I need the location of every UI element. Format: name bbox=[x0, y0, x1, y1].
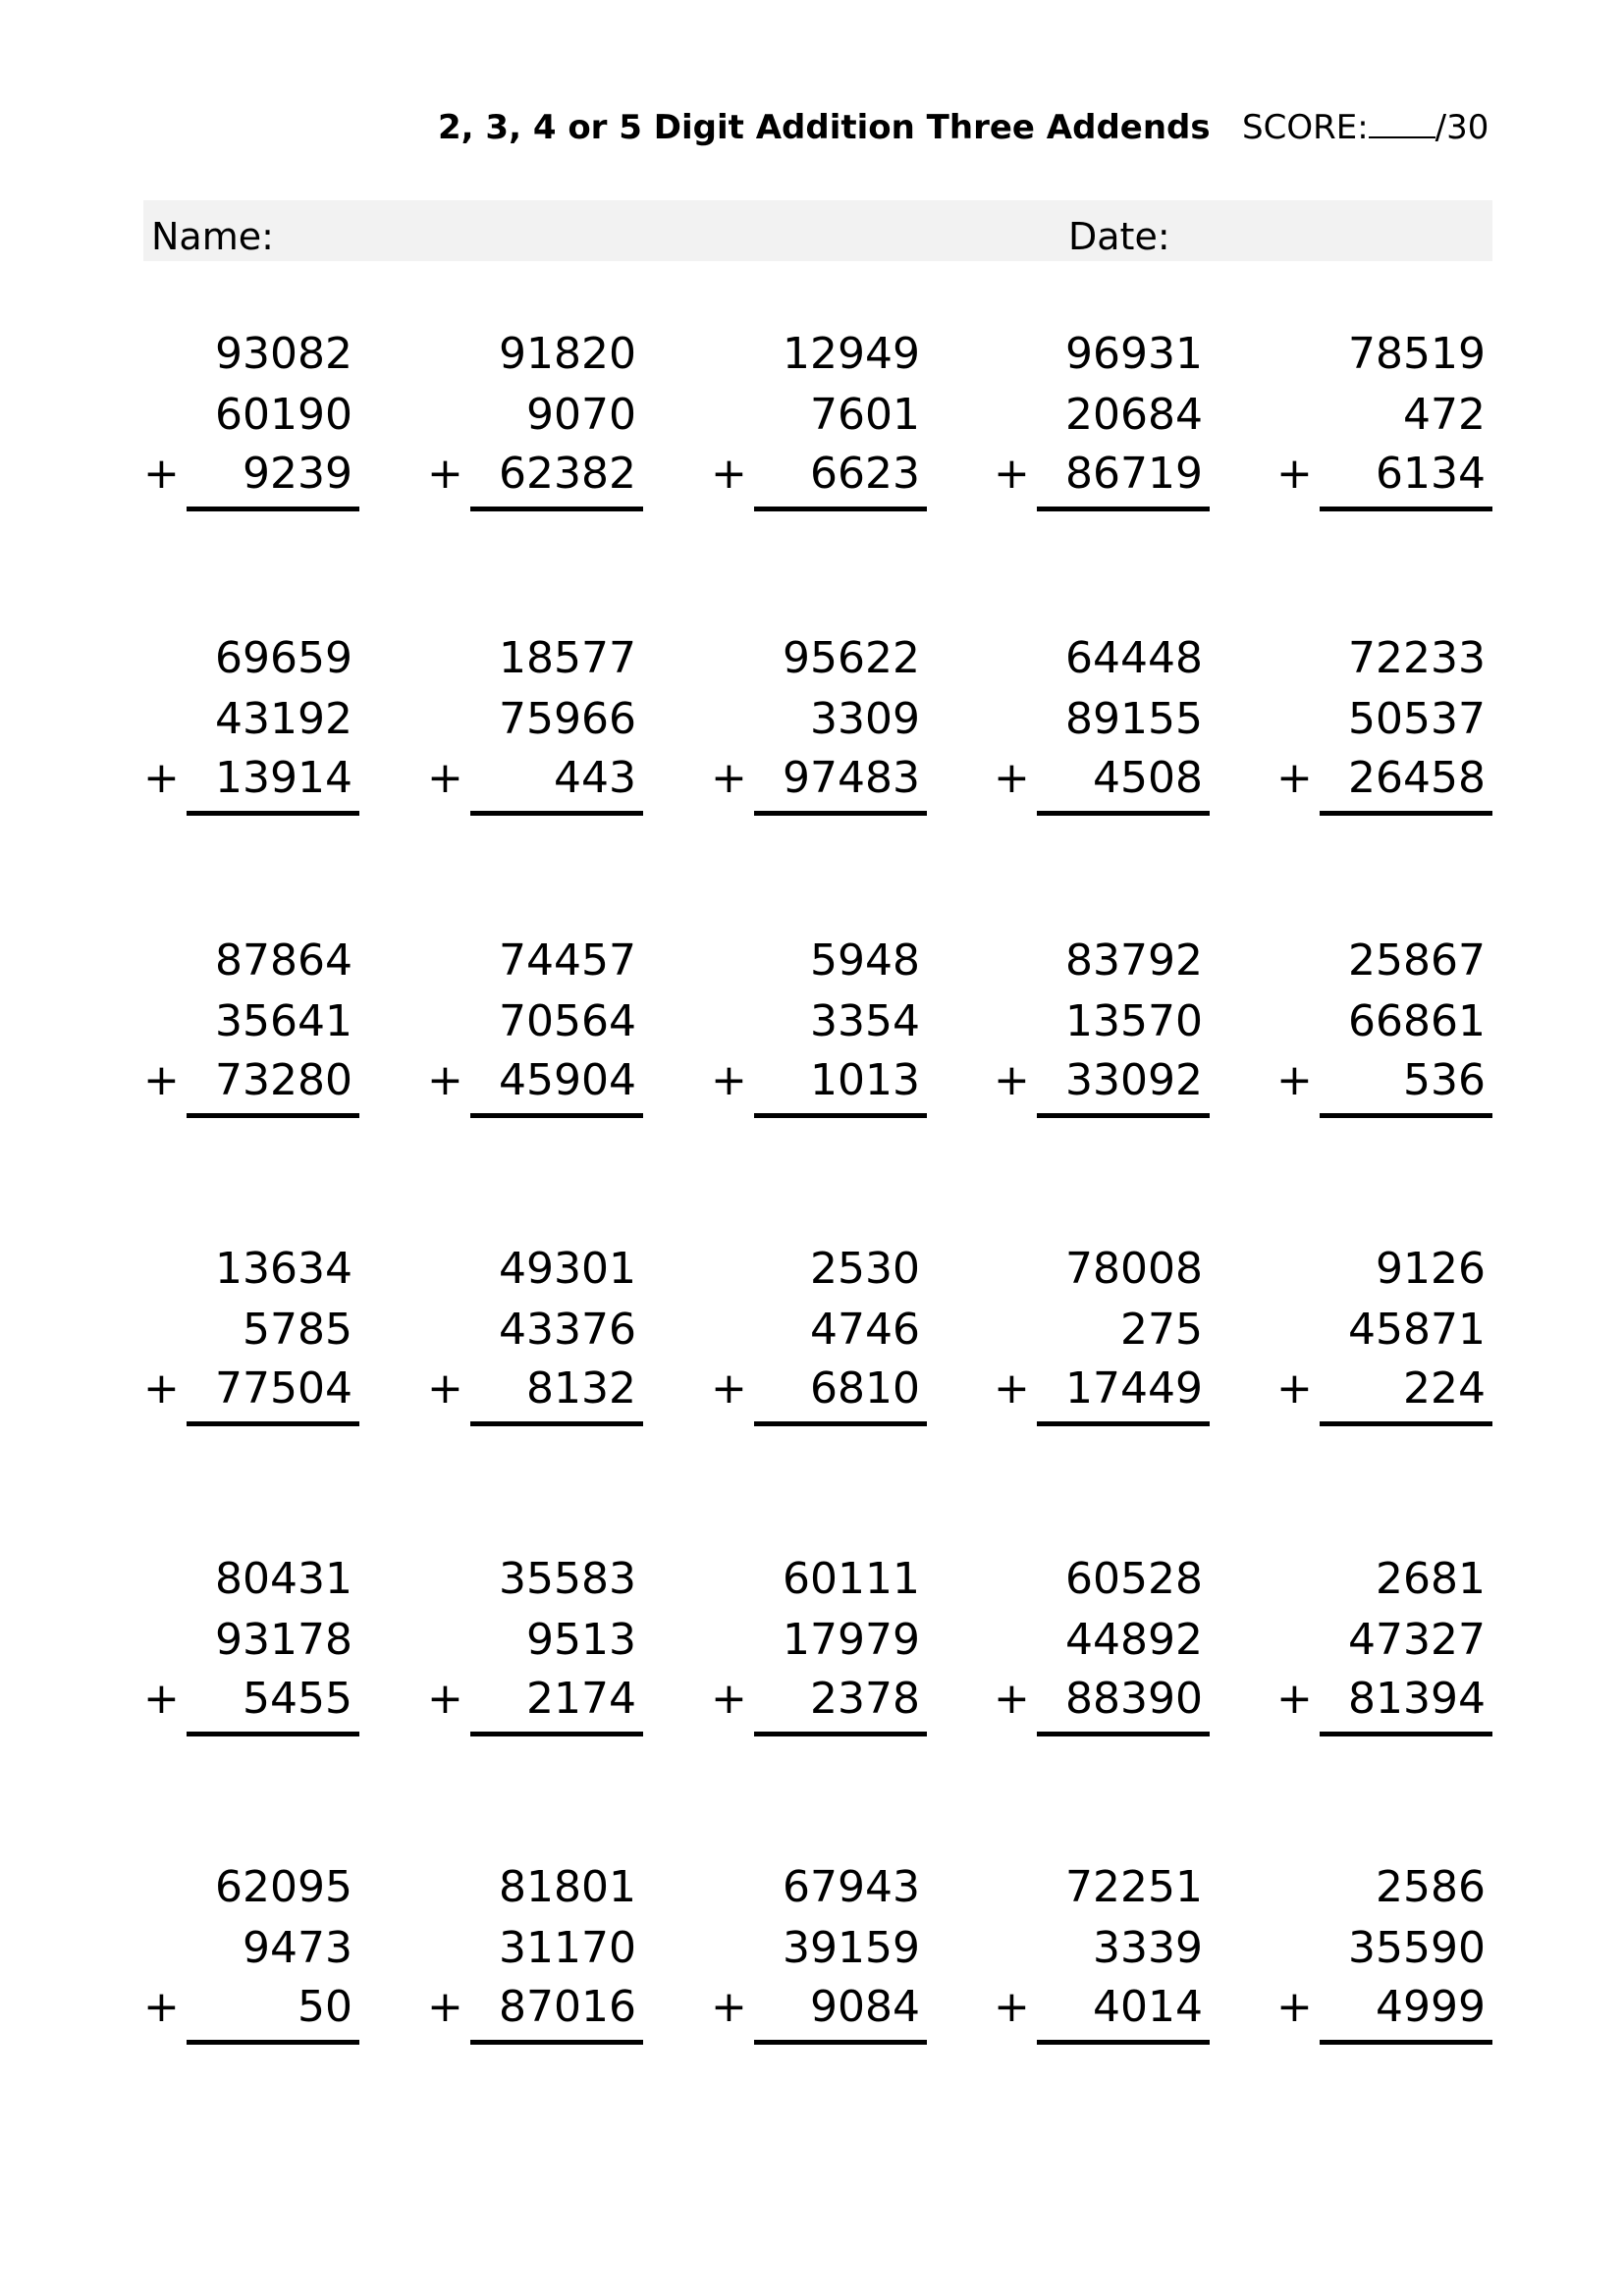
addition-problem bbox=[711, 324, 927, 520]
plus-sign: + bbox=[711, 1674, 747, 1724]
addend-1: 74457 bbox=[499, 935, 636, 986]
addend-1: 25867 bbox=[1348, 935, 1486, 986]
answer-line[interactable] bbox=[1320, 1421, 1492, 1426]
worksheet-title: 2, 3, 4 or 5 Digit Addition Three Addends bbox=[438, 108, 1211, 147]
addend-1: 81801 bbox=[499, 1862, 636, 1912]
plus-sign: + bbox=[1276, 1982, 1313, 2032]
addend-3: 4999 bbox=[1376, 1982, 1486, 2032]
answer-line[interactable] bbox=[187, 811, 359, 816]
plus-sign: + bbox=[994, 449, 1030, 499]
addend-2: 70564 bbox=[499, 996, 636, 1046]
plus-sign: + bbox=[143, 1363, 180, 1414]
addend-3: 81394 bbox=[1348, 1674, 1486, 1724]
addend-3: 87016 bbox=[499, 1982, 636, 2032]
addition-problem bbox=[1276, 931, 1492, 1127]
addend-1: 91820 bbox=[499, 329, 636, 379]
addition-problem bbox=[711, 628, 927, 825]
addend-1: 2530 bbox=[810, 1244, 920, 1294]
addition-problem bbox=[994, 931, 1210, 1127]
addition-problem bbox=[427, 1239, 643, 1435]
addend-3: 4014 bbox=[1093, 1982, 1203, 2032]
addition-problem bbox=[427, 628, 643, 825]
addend-1: 9126 bbox=[1376, 1244, 1486, 1294]
answer-line[interactable] bbox=[1037, 1421, 1210, 1426]
answer-line[interactable] bbox=[754, 1421, 927, 1426]
addition-problem bbox=[427, 1857, 643, 2054]
answer-line[interactable] bbox=[1320, 1113, 1492, 1118]
addend-1: 35583 bbox=[499, 1554, 636, 1604]
addition-problem bbox=[143, 1857, 359, 2054]
addition-problem bbox=[1276, 1549, 1492, 1745]
addend-3: 1013 bbox=[810, 1055, 920, 1105]
plus-sign: + bbox=[143, 449, 180, 499]
addend-3: 224 bbox=[1403, 1363, 1486, 1414]
answer-line[interactable] bbox=[470, 1732, 643, 1736]
addend-2: 17979 bbox=[783, 1615, 920, 1665]
addend-2: 275 bbox=[1120, 1305, 1203, 1355]
answer-line[interactable] bbox=[1320, 1732, 1492, 1736]
addend-3: 443 bbox=[554, 753, 636, 803]
answer-line[interactable] bbox=[754, 2040, 927, 2045]
answer-line[interactable] bbox=[1320, 2040, 1492, 2045]
addend-1: 78519 bbox=[1348, 329, 1486, 379]
addend-2: 43376 bbox=[499, 1305, 636, 1355]
addend-2: 75966 bbox=[499, 694, 636, 744]
addend-2: 20684 bbox=[1065, 390, 1203, 440]
answer-line[interactable] bbox=[187, 1421, 359, 1426]
addition-problem bbox=[994, 628, 1210, 825]
addition-problem bbox=[427, 931, 643, 1127]
addend-3: 86719 bbox=[1065, 449, 1203, 499]
addend-1: 64448 bbox=[1065, 633, 1203, 683]
addition-problem bbox=[711, 1239, 927, 1435]
answer-line[interactable] bbox=[1037, 2040, 1210, 2045]
plus-sign: + bbox=[711, 1982, 747, 2032]
plus-sign: + bbox=[427, 449, 463, 499]
addend-2: 39159 bbox=[783, 1923, 920, 1973]
addend-3: 77504 bbox=[215, 1363, 352, 1414]
addend-2: 44892 bbox=[1065, 1615, 1203, 1665]
addend-2: 35641 bbox=[215, 996, 352, 1046]
score-total: /30 bbox=[1435, 108, 1489, 147]
addend-3: 6623 bbox=[810, 449, 920, 499]
addition-problem bbox=[143, 1239, 359, 1435]
addend-3: 6810 bbox=[810, 1363, 920, 1414]
addend-1: 62095 bbox=[215, 1862, 352, 1912]
addend-2: 9070 bbox=[526, 390, 636, 440]
addend-2: 66861 bbox=[1348, 996, 1486, 1046]
addend-1: 60111 bbox=[783, 1554, 920, 1604]
plus-sign: + bbox=[994, 1982, 1030, 2032]
addend-1: 80431 bbox=[215, 1554, 352, 1604]
addition-problem bbox=[711, 931, 927, 1127]
addend-2: 7601 bbox=[810, 390, 920, 440]
plus-sign: + bbox=[427, 1674, 463, 1724]
addend-1: 2681 bbox=[1376, 1554, 1486, 1604]
addend-1: 13634 bbox=[215, 1244, 352, 1294]
addend-3: 17449 bbox=[1065, 1363, 1203, 1414]
answer-line[interactable] bbox=[187, 1113, 359, 1118]
plus-sign: + bbox=[427, 1982, 463, 2032]
answer-line[interactable] bbox=[470, 811, 643, 816]
addition-problem bbox=[143, 628, 359, 825]
addend-2: 9513 bbox=[526, 1615, 636, 1665]
addition-problem bbox=[143, 324, 359, 520]
addend-3: 88390 bbox=[1065, 1674, 1203, 1724]
score-label: SCORE: bbox=[1242, 108, 1369, 147]
addend-1: 18577 bbox=[499, 633, 636, 683]
date-label: Date: bbox=[1068, 215, 1170, 258]
addend-3: 4508 bbox=[1093, 753, 1203, 803]
addition-problem bbox=[994, 1549, 1210, 1745]
addend-2: 35590 bbox=[1348, 1923, 1486, 1973]
addend-2: 4746 bbox=[810, 1305, 920, 1355]
addend-3: 8132 bbox=[526, 1363, 636, 1414]
addend-3: 45904 bbox=[499, 1055, 636, 1105]
addition-problem bbox=[427, 1549, 643, 1745]
addend-3: 9239 bbox=[243, 449, 352, 499]
answer-line[interactable] bbox=[470, 1421, 643, 1426]
addend-1: 72251 bbox=[1065, 1862, 1203, 1912]
answer-line[interactable] bbox=[1037, 1113, 1210, 1118]
addend-1: 49301 bbox=[499, 1244, 636, 1294]
addend-3: 26458 bbox=[1348, 753, 1486, 803]
plus-sign: + bbox=[711, 753, 747, 803]
addend-2: 31170 bbox=[499, 1923, 636, 1973]
plus-sign: + bbox=[1276, 1363, 1313, 1414]
plus-sign: + bbox=[994, 753, 1030, 803]
addend-3: 6134 bbox=[1376, 449, 1486, 499]
addend-3: 33092 bbox=[1065, 1055, 1203, 1105]
addition-problem bbox=[1276, 628, 1492, 825]
answer-line[interactable] bbox=[470, 2040, 643, 2045]
plus-sign: + bbox=[994, 1674, 1030, 1724]
plus-sign: + bbox=[711, 1363, 747, 1414]
addend-1: 67943 bbox=[783, 1862, 920, 1912]
addend-3: 50 bbox=[298, 1982, 352, 2032]
addend-2: 3354 bbox=[810, 996, 920, 1046]
addend-3: 97483 bbox=[783, 753, 920, 803]
plus-sign: + bbox=[427, 1055, 463, 1105]
addend-1: 83792 bbox=[1065, 935, 1203, 986]
addend-3: 5455 bbox=[243, 1674, 352, 1724]
addition-problem bbox=[1276, 324, 1492, 520]
addend-2: 3339 bbox=[1093, 1923, 1203, 1973]
plus-sign: + bbox=[1276, 1674, 1313, 1724]
addend-2: 43192 bbox=[215, 694, 352, 744]
name-label: Name: bbox=[151, 215, 274, 258]
addition-problem bbox=[1276, 1239, 1492, 1435]
addend-2: 472 bbox=[1403, 390, 1486, 440]
addend-2: 5785 bbox=[243, 1305, 352, 1355]
plus-sign: + bbox=[143, 1982, 180, 2032]
addend-2: 60190 bbox=[215, 390, 352, 440]
addition-problem bbox=[143, 1549, 359, 1745]
answer-line[interactable] bbox=[1320, 811, 1492, 816]
addend-2: 47327 bbox=[1348, 1615, 1486, 1665]
addend-3: 2378 bbox=[810, 1674, 920, 1724]
plus-sign: + bbox=[427, 1363, 463, 1414]
plus-sign: + bbox=[711, 449, 747, 499]
addition-problem bbox=[711, 1549, 927, 1745]
plus-sign: + bbox=[994, 1055, 1030, 1105]
addition-problem bbox=[711, 1857, 927, 2054]
answer-line[interactable] bbox=[1037, 811, 1210, 816]
addend-1: 96931 bbox=[1065, 329, 1203, 379]
addend-1: 72233 bbox=[1348, 633, 1486, 683]
answer-line[interactable] bbox=[187, 2040, 359, 2045]
answer-line[interactable] bbox=[1037, 507, 1210, 511]
answer-line[interactable] bbox=[754, 1113, 927, 1118]
addend-1: 87864 bbox=[215, 935, 352, 986]
addend-1: 93082 bbox=[215, 329, 352, 379]
addend-3: 2174 bbox=[526, 1674, 636, 1724]
answer-line[interactable] bbox=[470, 1113, 643, 1118]
answer-line[interactable] bbox=[187, 1732, 359, 1736]
addend-3: 13914 bbox=[215, 753, 352, 803]
addend-1: 60528 bbox=[1065, 1554, 1203, 1604]
addend-1: 69659 bbox=[215, 633, 352, 683]
plus-sign: + bbox=[994, 1363, 1030, 1414]
addition-problem bbox=[143, 931, 359, 1127]
addend-1: 5948 bbox=[810, 935, 920, 986]
addend-2: 3309 bbox=[810, 694, 920, 744]
addition-problem bbox=[994, 324, 1210, 520]
answer-line[interactable] bbox=[1320, 507, 1492, 511]
addend-2: 9473 bbox=[243, 1923, 352, 1973]
answer-line[interactable] bbox=[187, 507, 359, 511]
addend-2: 45871 bbox=[1348, 1305, 1486, 1355]
answer-line[interactable] bbox=[470, 507, 643, 511]
addend-3: 73280 bbox=[215, 1055, 352, 1105]
addend-1: 95622 bbox=[783, 633, 920, 683]
addend-1: 12949 bbox=[783, 329, 920, 379]
addition-problem bbox=[1276, 1857, 1492, 2054]
addition-problem bbox=[427, 324, 643, 520]
addend-3: 9084 bbox=[810, 1982, 920, 2032]
plus-sign: + bbox=[1276, 1055, 1313, 1105]
addend-1: 2586 bbox=[1376, 1862, 1486, 1912]
plus-sign: + bbox=[711, 1055, 747, 1105]
addend-2: 50537 bbox=[1348, 694, 1486, 744]
plus-sign: + bbox=[1276, 753, 1313, 803]
plus-sign: + bbox=[1276, 449, 1313, 499]
addend-2: 13570 bbox=[1065, 996, 1203, 1046]
plus-sign: + bbox=[143, 1055, 180, 1105]
addition-problem bbox=[994, 1239, 1210, 1435]
addend-2: 89155 bbox=[1065, 694, 1203, 744]
addend-1: 78008 bbox=[1065, 1244, 1203, 1294]
answer-line[interactable] bbox=[754, 1732, 927, 1736]
plus-sign: + bbox=[143, 753, 180, 803]
addend-3: 536 bbox=[1403, 1055, 1486, 1105]
answer-line[interactable] bbox=[754, 811, 927, 816]
score-field bbox=[1242, 98, 1489, 157]
answer-line[interactable] bbox=[1037, 1732, 1210, 1736]
worksheet-header bbox=[0, 98, 1492, 157]
addend-2: 93178 bbox=[215, 1615, 352, 1665]
addition-problem bbox=[994, 1857, 1210, 2054]
score-blank[interactable] bbox=[1369, 107, 1435, 138]
plus-sign: + bbox=[427, 753, 463, 803]
plus-sign: + bbox=[143, 1674, 180, 1724]
answer-line[interactable] bbox=[754, 507, 927, 511]
addend-3: 62382 bbox=[499, 449, 636, 499]
name-date-bar bbox=[143, 200, 1492, 261]
